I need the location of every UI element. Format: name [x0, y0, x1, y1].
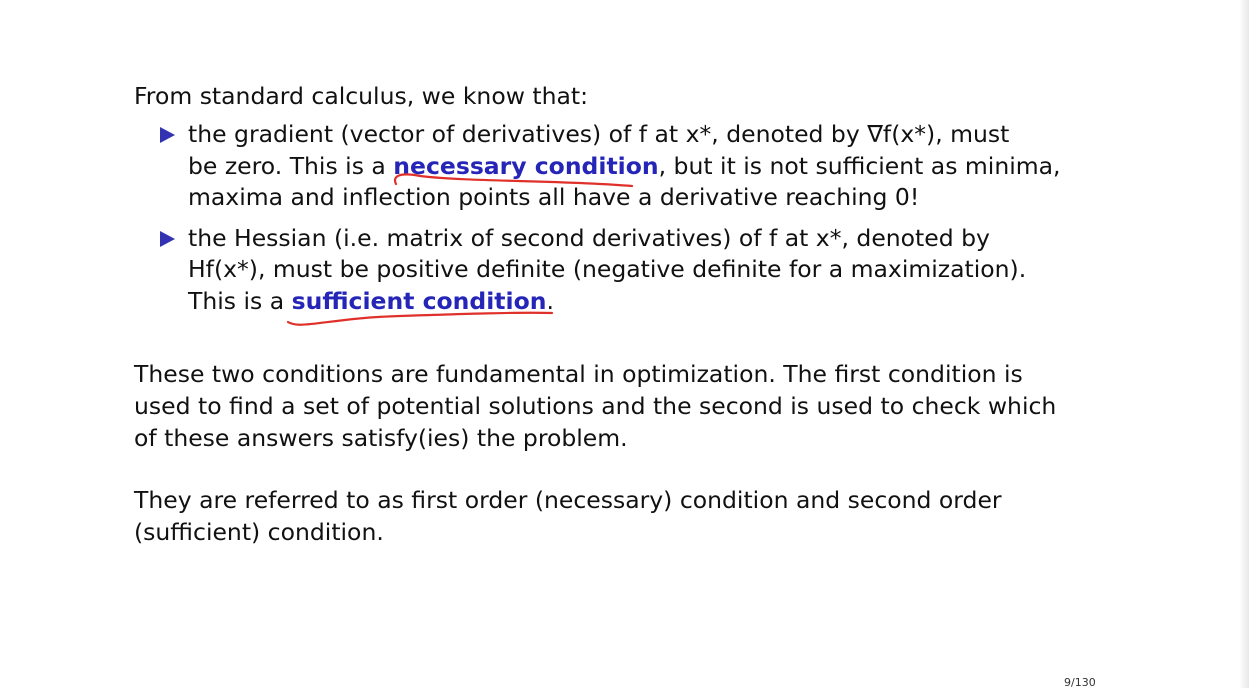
- bullet-gradient: [160, 119, 1061, 214]
- bullet-gradient-line-3: maxima and inflection points all have a derivative reaching 0!: [188, 183, 920, 211]
- bullet-gradient-line-1: the gradient (vector of derivatives) of f at x*, denoted by ∇f(x*), must: [188, 120, 1010, 148]
- bullet-triangle-icon: [160, 127, 175, 143]
- bullet-hessian-line-3-pre: This is a: [188, 286, 292, 315]
- bullet-hessian: [160, 223, 1061, 318]
- paragraph-order-line-1: They are referred to as first order (necessary) condition and second order: [134, 486, 1002, 514]
- necessary-condition-highlight: necessary condition: [393, 151, 659, 180]
- bullet-gradient-line-2-post: , but it is not sufficient as minima,: [658, 151, 1061, 180]
- bullet-hessian-line-3-post: .: [546, 286, 554, 315]
- page-number: 9/130: [1064, 676, 1096, 688]
- bullet-list: [160, 119, 1061, 317]
- bullet-triangle-icon: [160, 231, 175, 247]
- paragraph-order: [134, 484, 1002, 548]
- bullet-gradient-line-2-pre: be zero. This is a: [188, 151, 394, 180]
- sufficient-condition-highlight: sufficient condition: [291, 286, 547, 315]
- bullet-hessian-line-3: [188, 286, 1061, 318]
- slide-edge-shadow: [1239, 0, 1249, 688]
- paragraph-conditions-line-3: of these answers satisfy(ies) the problem.: [134, 424, 628, 452]
- paragraph-conditions-line-2: used to find a set of potential solutions and the second is used to check which: [134, 392, 1057, 420]
- intro-text: From standard calculus, we know that:: [134, 82, 589, 110]
- paragraph-conditions-line-1: These two conditions are fundamental in optimization. The first condition is: [134, 360, 1023, 388]
- bullet-gradient-line-2: [188, 151, 1061, 183]
- bullet-hessian-line-2: Hf(x*), must be positive definite (negative definite for a maximization).: [188, 255, 1027, 283]
- bullet-hessian-line-1: the Hessian (i.e. matrix of second derivatives) of f at x*, denoted by: [188, 223, 990, 252]
- paragraph-conditions: [134, 358, 1056, 454]
- paragraph-order-line-2: (sufficient) condition.: [134, 518, 384, 546]
